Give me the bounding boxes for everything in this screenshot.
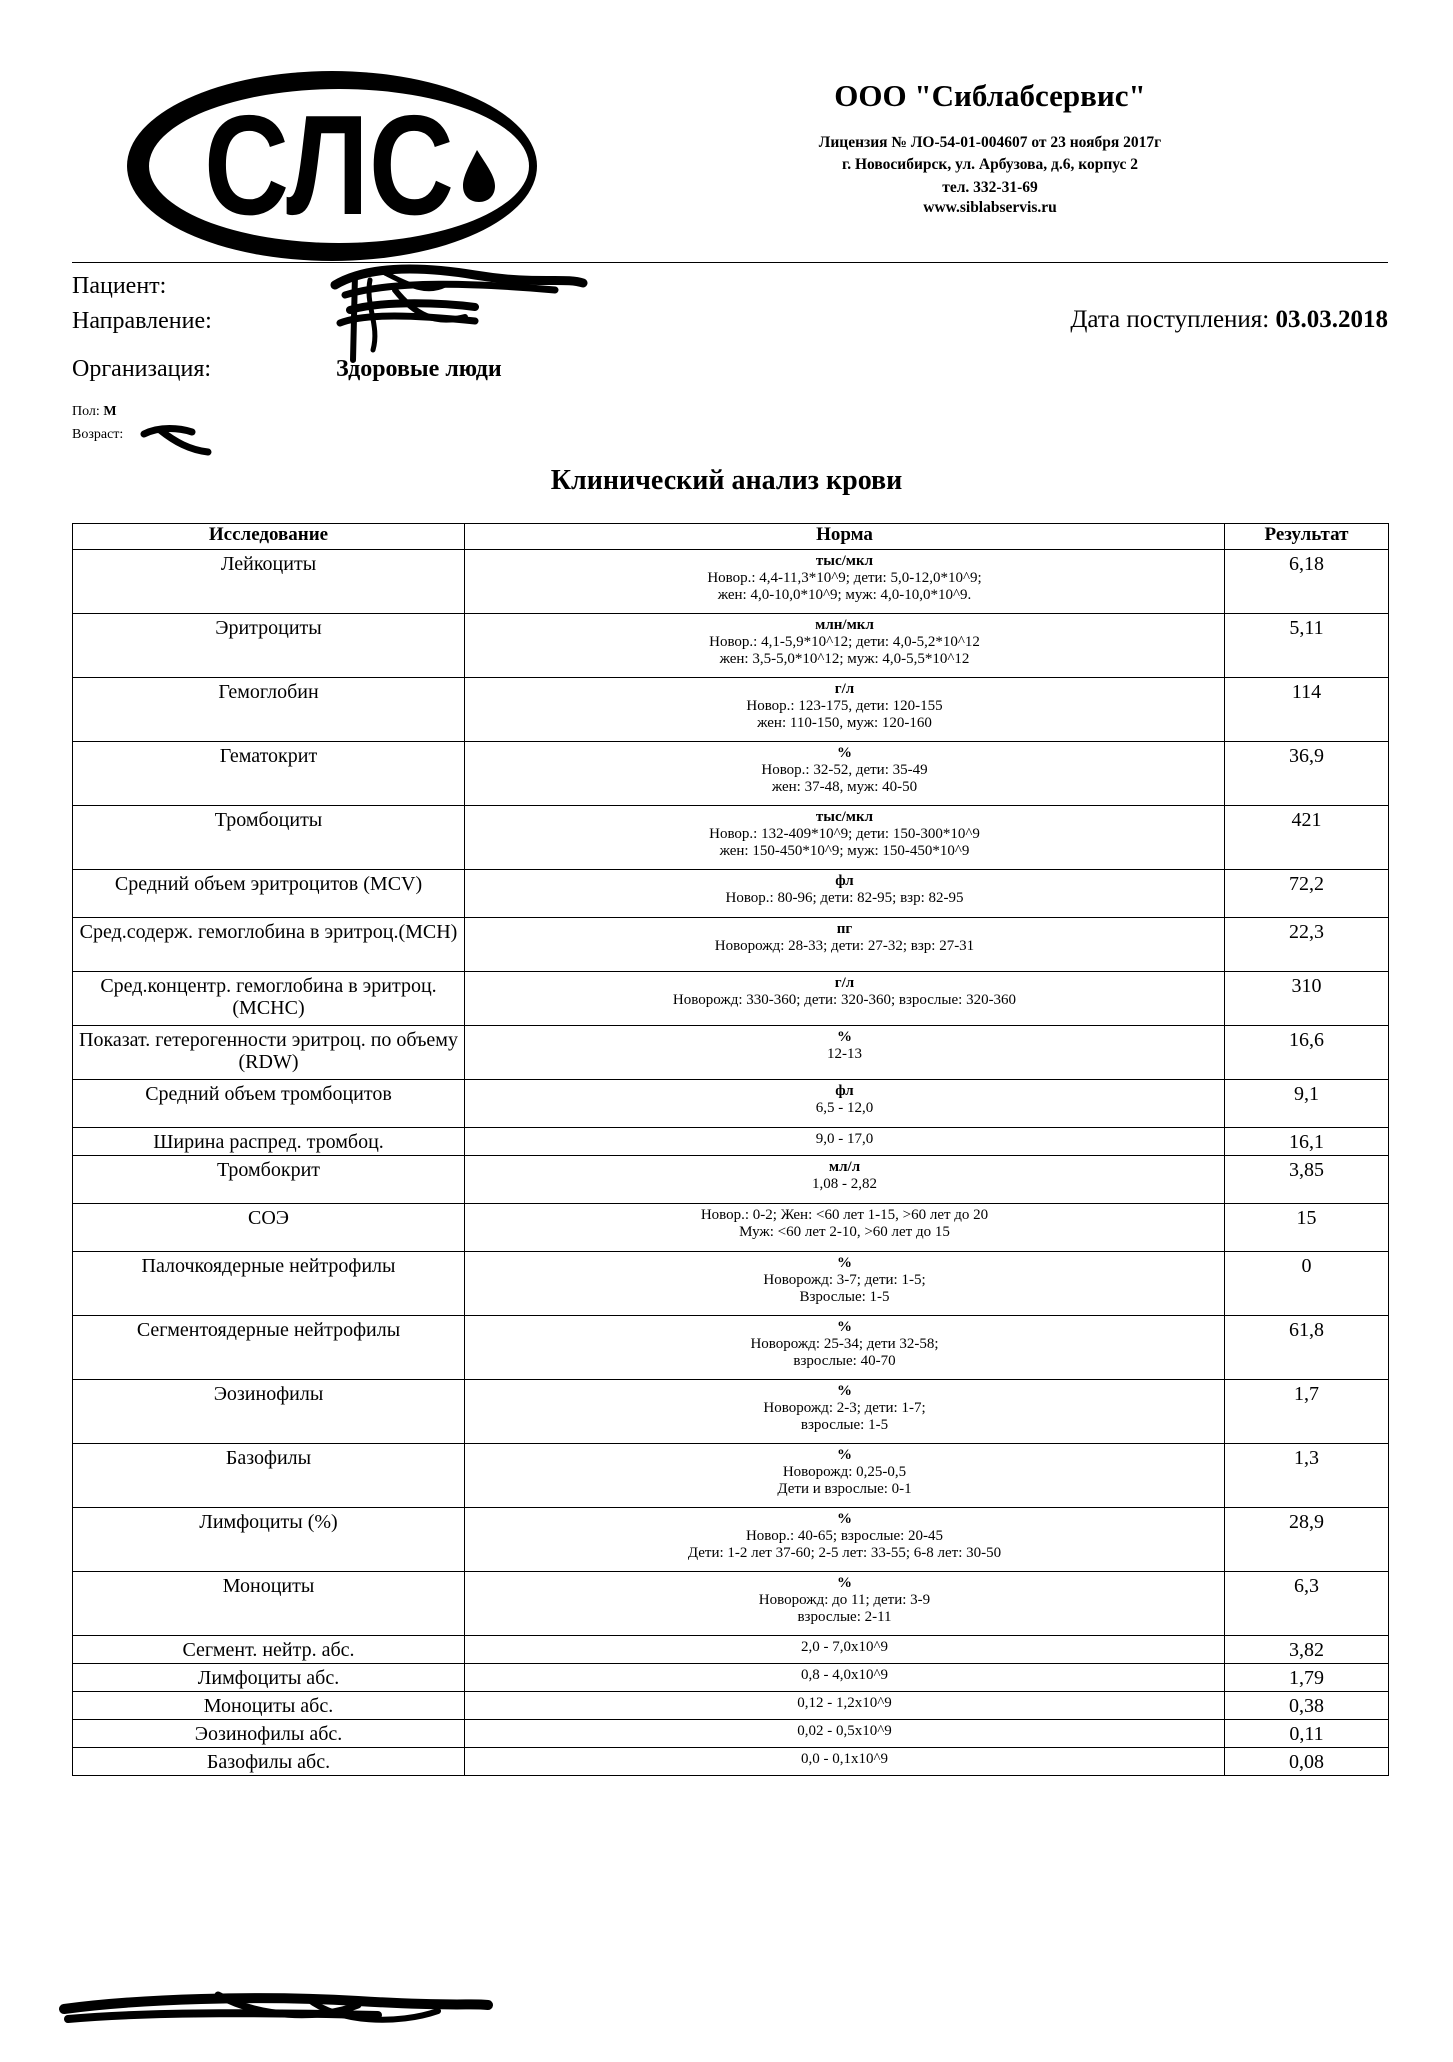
table-row <box>73 1748 1389 1776</box>
norm-cell <box>465 1720 1225 1748</box>
norm-cell <box>465 1156 1225 1204</box>
study-name: Ширина распред. тромбоц. <box>73 1128 465 1156</box>
norm-line: Новорожд: 330-360; дети: 320-360; взрослые: 320-360 <box>672 991 1017 1008</box>
norm-cell <box>465 1572 1225 1636</box>
norm-cell <box>465 806 1225 870</box>
norm-line: 0,0 - 0,1x10^9 <box>800 1751 889 1767</box>
header-result: Результат <box>1225 524 1389 550</box>
table-row <box>73 972 1389 1026</box>
table-row <box>73 1156 1389 1204</box>
norm-line: Новор.: 4,4-11,3*10^9; дети: 5,0-12,0*10^9; <box>707 569 982 586</box>
norm-unit: пг <box>836 921 853 937</box>
study-name: Показат. гетерогенности эритроц. по объему (RDW) <box>73 1026 465 1080</box>
table-row <box>73 678 1389 742</box>
study-name: Лейкоциты <box>73 550 465 614</box>
norm-cell <box>465 1508 1225 1572</box>
result-value: 0,08 <box>1225 1748 1389 1776</box>
company-site: www.siblabservis.ru <box>923 199 1057 216</box>
study-name: Базофилы абс. <box>73 1748 465 1776</box>
received-date-value: 03.03.2018 <box>1275 306 1388 333</box>
norm-line: Дети и взрослые: 0-1 <box>777 1480 912 1497</box>
study-name: Сред.содерж. гемоглобина в эритроц.(MCH) <box>73 918 465 972</box>
norm-line: Муж: <60 лет 2-10, >60 лет до 15 <box>739 1223 950 1240</box>
table-row <box>73 1128 1389 1156</box>
company-address: г. Новосибирск, ул. Арбузова, д.6, корпус 2 <box>841 156 1139 173</box>
result-value: 6,18 <box>1225 550 1389 614</box>
norm-unit: тыс/мкл <box>815 553 874 569</box>
header-divider <box>72 262 1388 263</box>
norm-cell <box>465 1316 1225 1380</box>
norm-line: Новор.: 40-65; взрослые: 20-45 <box>745 1527 944 1544</box>
company-logo <box>117 62 557 272</box>
header-study: Исследование <box>73 524 465 550</box>
document-title: Клинический анализ крови <box>550 465 903 496</box>
study-name: Сегмент. нейтр. абс. <box>73 1636 465 1664</box>
table-row <box>73 1720 1389 1748</box>
norm-line: 9,0 - 17,0 <box>815 1131 874 1147</box>
norm-unit: % <box>837 745 852 761</box>
study-name: Лимфоциты абс. <box>73 1664 465 1692</box>
norm-unit: фл <box>835 873 854 889</box>
norm-unit: г/л <box>834 975 855 991</box>
table-row <box>73 1204 1389 1252</box>
table-row <box>73 1026 1389 1080</box>
sex-label: Пол: <box>72 404 100 419</box>
norm-line: Взрослые: 1-5 <box>799 1288 890 1305</box>
study-name: Моноциты абс. <box>73 1692 465 1720</box>
result-value: 114 <box>1225 678 1389 742</box>
result-value: 61,8 <box>1225 1316 1389 1380</box>
study-name: Базофилы <box>73 1444 465 1508</box>
norm-unit: % <box>837 1319 852 1335</box>
received-date-label: Дата поступления: <box>1070 306 1270 333</box>
company-name: ООО "Сиблабсервис" <box>834 78 1146 113</box>
result-value: 3,85 <box>1225 1156 1389 1204</box>
norm-cell <box>465 1128 1225 1156</box>
norm-cell <box>465 1204 1225 1252</box>
norm-cell <box>465 1380 1225 1444</box>
sex-line <box>72 404 117 420</box>
study-name: Тромбокрит <box>73 1156 465 1204</box>
norm-line: Новорожд: 2-3; дети: 1-7; <box>763 1399 926 1416</box>
norm-line: взрослые: 1-5 <box>800 1416 889 1433</box>
result-value: 1,3 <box>1225 1444 1389 1508</box>
organization-value: Здоровые люди <box>336 356 502 382</box>
redaction-scribble-signature <box>58 1975 498 2035</box>
table-body <box>73 550 1389 1776</box>
table-row <box>73 1080 1389 1128</box>
result-value: 0,38 <box>1225 1692 1389 1720</box>
company-license: Лицензия № ЛО-54-01-004607 от 23 ноября 2017г <box>818 134 1162 151</box>
table-row <box>73 1508 1389 1572</box>
logo-text: СЛС <box>204 86 454 245</box>
norm-line: 0,8 - 4,0x10^9 <box>800 1667 889 1683</box>
age-label: Возраст: <box>72 427 124 442</box>
norm-cell <box>465 1444 1225 1508</box>
norm-line: Новор.: 0-2; Жен: <60 лет 1-15, >60 лет до 20 <box>700 1207 989 1223</box>
norm-cell <box>465 1692 1225 1720</box>
study-name: Лимфоциты (%) <box>73 1508 465 1572</box>
norm-cell <box>465 918 1225 972</box>
company-phone: тел. 332-31-69 <box>942 179 1038 196</box>
norm-unit: % <box>837 1511 852 1527</box>
result-value: 16,6 <box>1225 1026 1389 1080</box>
sex-value: М <box>103 404 117 419</box>
result-value: 72,2 <box>1225 870 1389 918</box>
norm-line: Новорожд: 3-7; дети: 1-5; <box>763 1271 926 1288</box>
study-name: Эритроциты <box>73 614 465 678</box>
norm-cell <box>465 550 1225 614</box>
table-row <box>73 870 1389 918</box>
result-value: 36,9 <box>1225 742 1389 806</box>
norm-line: Новор.: 132-409*10^9; дети: 150-300*10^9 <box>709 825 980 842</box>
norm-line: жен: 3,5-5,0*10^12; муж: 4,0-5,5*10^12 <box>719 650 970 667</box>
study-name: Средний объем тромбоцитов <box>73 1080 465 1128</box>
study-name: Средний объем эритроцитов (MCV) <box>73 870 465 918</box>
result-value: 15 <box>1225 1204 1389 1252</box>
table-row <box>73 614 1389 678</box>
norm-cell <box>465 972 1225 1026</box>
table-row <box>73 1692 1389 1720</box>
table-row <box>73 1380 1389 1444</box>
result-value: 0,11 <box>1225 1720 1389 1748</box>
result-value: 6,3 <box>1225 1572 1389 1636</box>
norm-cell <box>465 1748 1225 1776</box>
study-name: Палочкоядерные нейтрофилы <box>73 1252 465 1316</box>
result-value: 0 <box>1225 1252 1389 1316</box>
norm-line: 0,12 - 1,2x10^9 <box>797 1695 892 1711</box>
study-name: СОЭ <box>73 1204 465 1252</box>
result-value: 28,9 <box>1225 1508 1389 1572</box>
results-table <box>72 523 1389 1776</box>
received-date <box>1070 306 1388 334</box>
result-value: 9,1 <box>1225 1080 1389 1128</box>
norm-unit: млн/мкл <box>815 617 874 633</box>
norm-line: Новорожд: 28-33; дети: 27-32; взр: 27-31 <box>714 937 975 954</box>
norm-unit: % <box>837 1255 852 1271</box>
study-name: Сред.концентр. гемоглобина в эритроц.(MCHC) <box>73 972 465 1026</box>
organization-label: Организация: <box>72 356 212 382</box>
direction-label: Направление: <box>72 308 212 334</box>
norm-cell <box>465 870 1225 918</box>
norm-line: Новор.: 32-52, дети: 35-49 <box>761 761 928 778</box>
norm-cell <box>465 1664 1225 1692</box>
table-row <box>73 742 1389 806</box>
redaction-scribble-age <box>140 418 215 460</box>
norm-unit: мл/л <box>828 1159 861 1175</box>
norm-cell <box>465 614 1225 678</box>
result-value: 22,3 <box>1225 918 1389 972</box>
norm-line: Новор.: 123-175, дети: 120-155 <box>746 697 943 714</box>
study-name: Гематокрит <box>73 742 465 806</box>
norm-cell <box>465 1026 1225 1080</box>
norm-line: Новорожд: 0,25-0,5 <box>782 1463 907 1480</box>
table-row <box>73 1664 1389 1692</box>
norm-cell <box>465 678 1225 742</box>
table-row <box>73 918 1389 972</box>
norm-unit: фл <box>835 1083 854 1099</box>
table-header-row <box>73 524 1389 550</box>
norm-unit: % <box>837 1029 852 1045</box>
norm-line: жен: 37-48, муж: 40-50 <box>771 778 918 795</box>
result-value: 421 <box>1225 806 1389 870</box>
age-line <box>72 427 123 443</box>
table-row <box>73 1316 1389 1380</box>
norm-line: жен: 150-450*10^9; муж: 150-450*10^9 <box>719 842 970 859</box>
result-value: 310 <box>1225 972 1389 1026</box>
norm-unit: г/л <box>834 681 855 697</box>
norm-line: Дети: 1-2 лет 37-60; 2-5 лет: 33-55; 6-8 лет: 30-50 <box>687 1544 1002 1561</box>
norm-unit: % <box>837 1447 852 1463</box>
study-name: Эозинофилы абс. <box>73 1720 465 1748</box>
norm-line: 1,08 - 2,82 <box>812 1175 877 1192</box>
norm-line: 6,5 - 12,0 <box>815 1099 874 1116</box>
norm-line: 12-13 <box>827 1045 862 1062</box>
norm-cell <box>465 1636 1225 1664</box>
result-value: 1,7 <box>1225 1380 1389 1444</box>
table-row <box>73 1252 1389 1316</box>
study-name: Сегментоядерные нейтрофилы <box>73 1316 465 1380</box>
norm-line: взрослые: 40-70 <box>793 1352 896 1369</box>
norm-unit: тыс/мкл <box>815 809 874 825</box>
norm-cell <box>465 742 1225 806</box>
table-row <box>73 550 1389 614</box>
norm-line: Новор.: 4,1-5,9*10^12; дети: 4,0-5,2*10^12 <box>709 633 980 650</box>
result-value: 5,11 <box>1225 614 1389 678</box>
table-row <box>73 806 1389 870</box>
norm-line: Новорожд: до 11; дети: 3-9 <box>758 1591 931 1608</box>
norm-line: Новор.: 80-96; дети: 82-95; взр: 82-95 <box>725 889 964 906</box>
norm-line: жен: 4,0-10,0*10^9; муж: 4,0-10,0*10^9. <box>717 586 972 603</box>
norm-line: 2,0 - 7,0x10^9 <box>800 1639 889 1655</box>
norm-line: Новорожд: 25-34; дети 32-58; <box>750 1335 939 1352</box>
norm-line: взрослые: 2-11 <box>797 1608 892 1625</box>
table-row <box>73 1444 1389 1508</box>
redaction-scribble-patient <box>325 255 595 365</box>
study-name: Тромбоциты <box>73 806 465 870</box>
norm-unit: % <box>837 1383 852 1399</box>
norm-line: жен: 110-150, муж: 120-160 <box>757 714 932 731</box>
norm-line: 0,02 - 0,5x10^9 <box>797 1723 892 1739</box>
result-value: 16,1 <box>1225 1128 1389 1156</box>
result-value: 1,79 <box>1225 1664 1389 1692</box>
study-name: Моноциты <box>73 1572 465 1636</box>
norm-unit: % <box>837 1575 852 1591</box>
study-name: Эозинофилы <box>73 1380 465 1444</box>
table-row <box>73 1636 1389 1664</box>
result-value: 3,82 <box>1225 1636 1389 1664</box>
table-row <box>73 1572 1389 1636</box>
patient-label: Пациент: <box>72 273 167 299</box>
norm-cell <box>465 1080 1225 1128</box>
header-norm: Норма <box>465 524 1225 550</box>
norm-cell <box>465 1252 1225 1316</box>
study-name: Гемоглобин <box>73 678 465 742</box>
